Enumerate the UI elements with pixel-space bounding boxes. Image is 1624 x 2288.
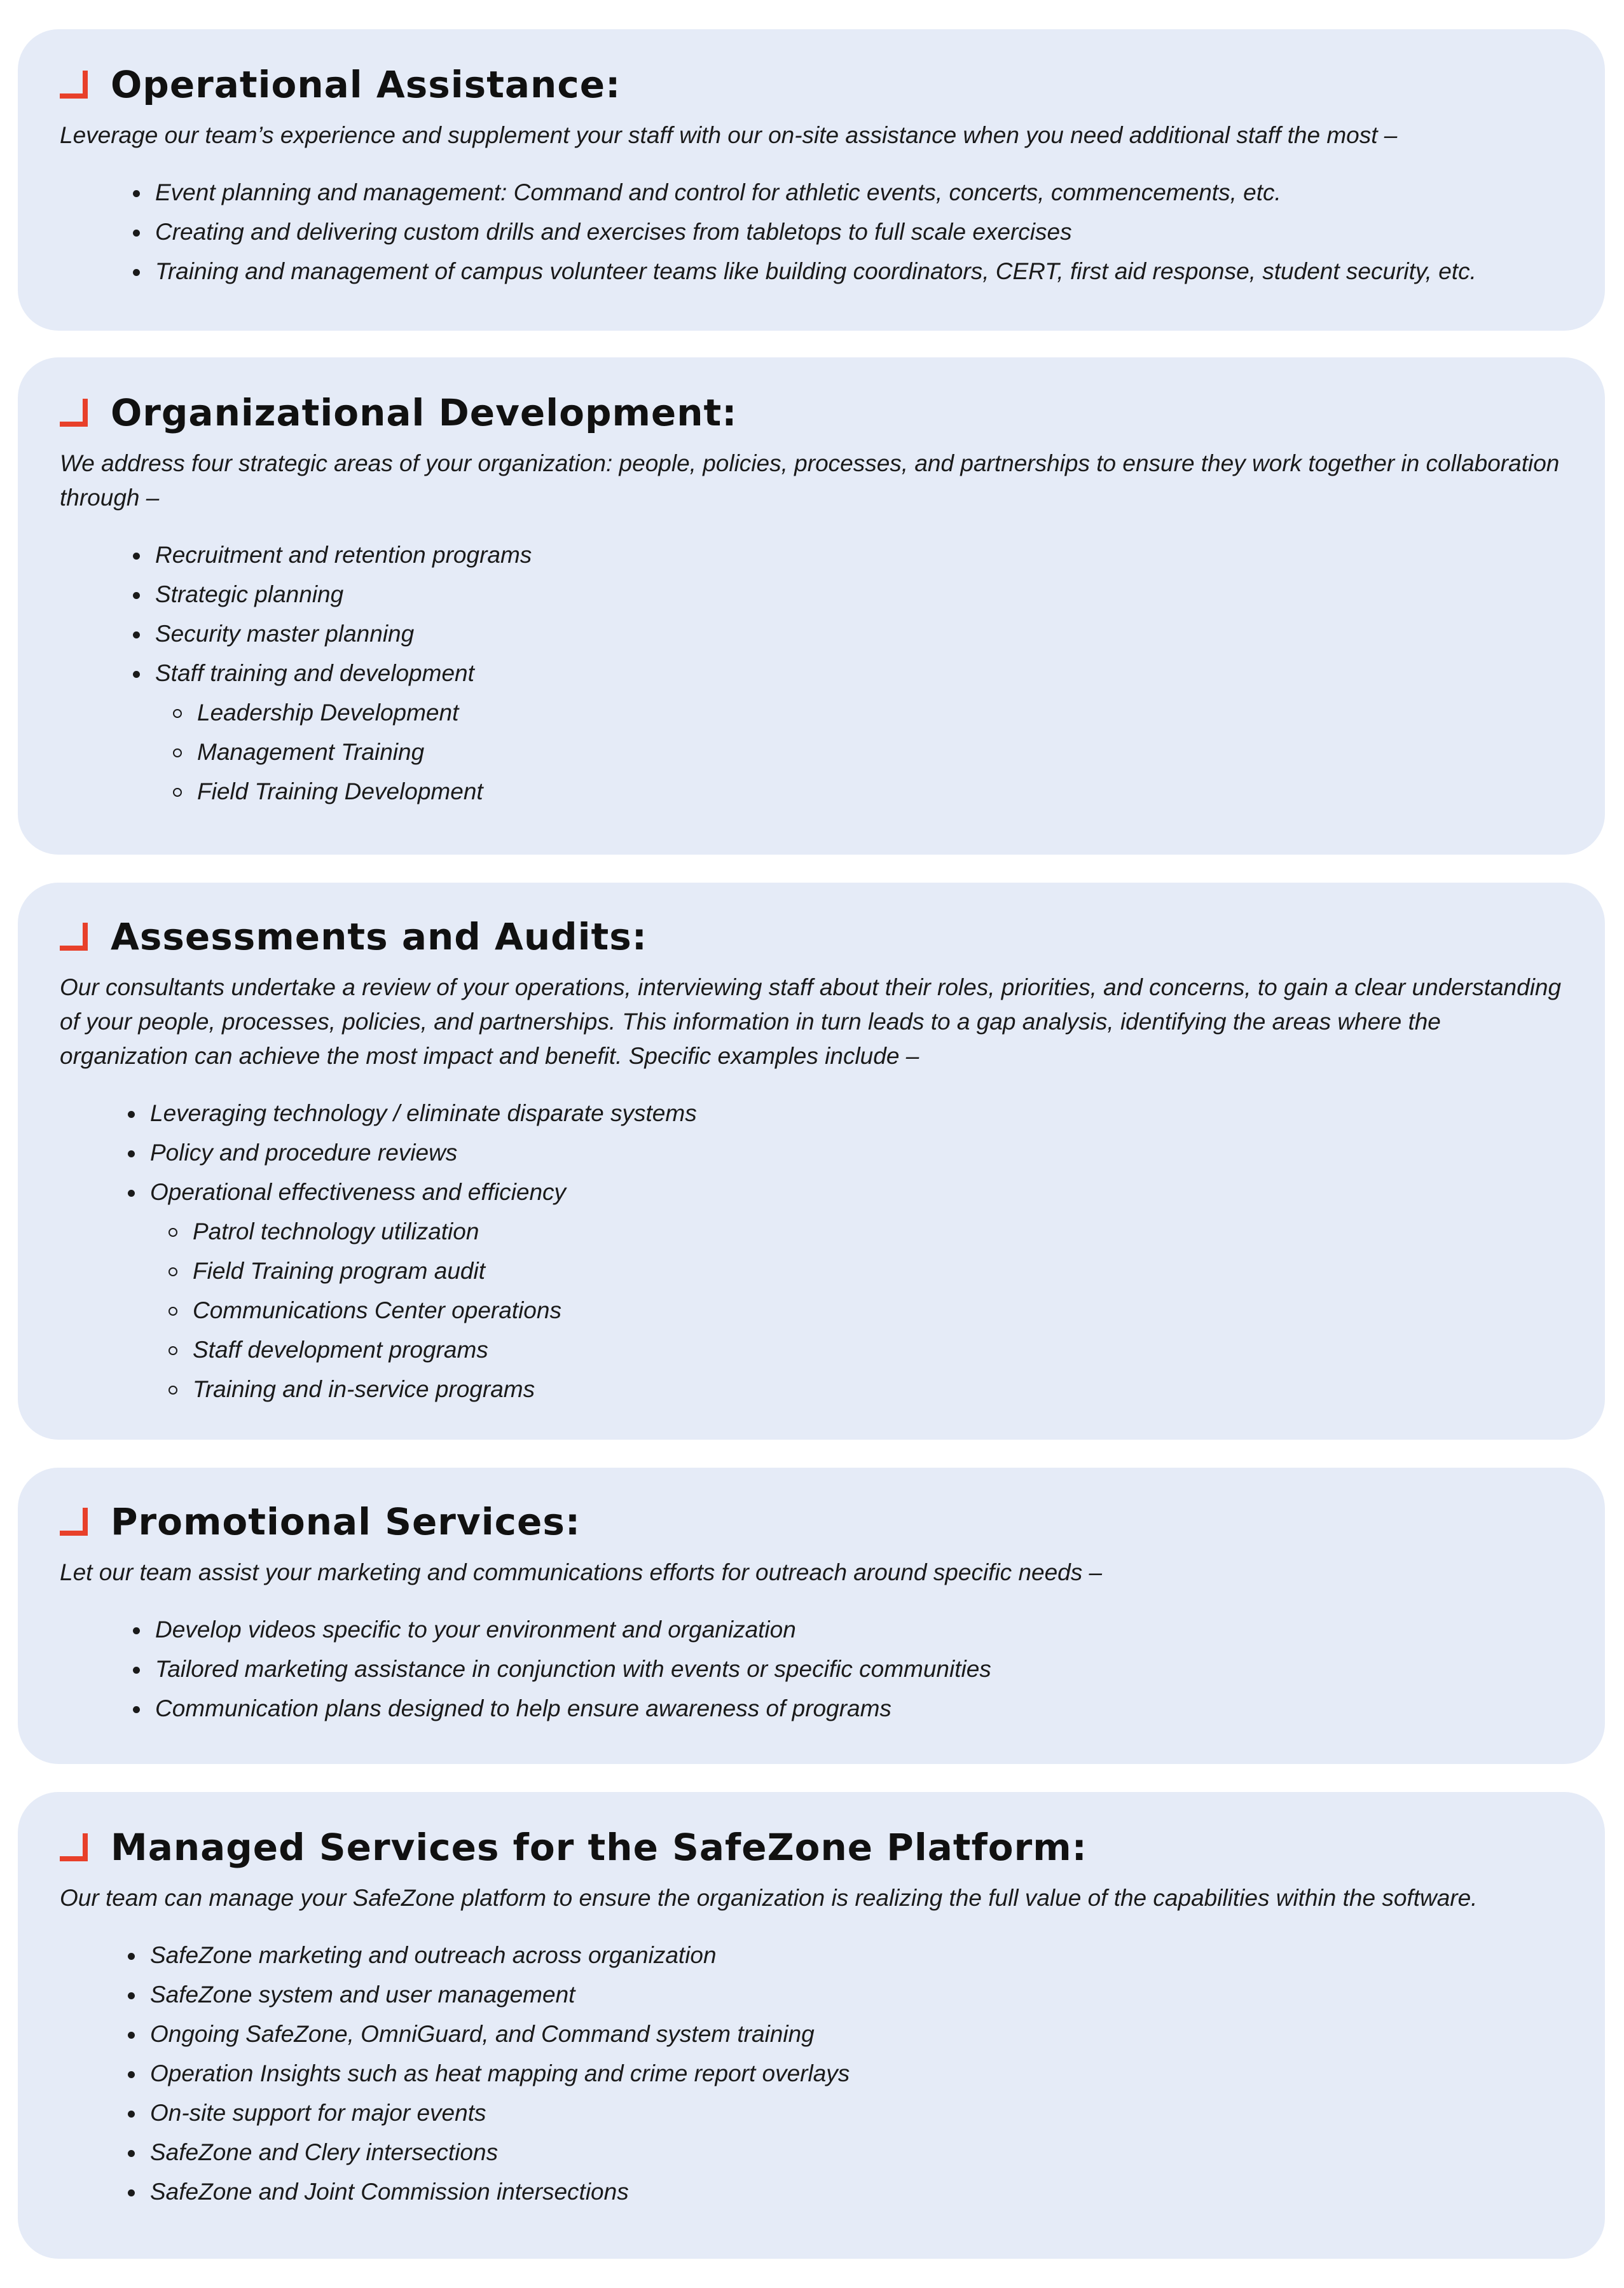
bullet-list bbox=[60, 1610, 1563, 1728]
corner-accent-icon bbox=[60, 1508, 88, 1536]
sub-list-item: Field Training Development bbox=[60, 772, 1563, 811]
bullet-list bbox=[60, 535, 1563, 811]
section-title: Operational Assistance: bbox=[111, 63, 621, 106]
section-title: Organizational Development: bbox=[111, 391, 738, 434]
section-title: Assessments and Audits: bbox=[111, 915, 647, 958]
sub-list-item: Patrol technology utilization bbox=[60, 1212, 1563, 1251]
list-item: Creating and delivering custom drills and exercises from tabletops to full scale exercises bbox=[60, 212, 1563, 252]
list-item: Event planning and management: Command and control for athletic events, concerts, commencements, etc. bbox=[60, 173, 1563, 212]
list-item: Security master planning bbox=[60, 614, 1563, 654]
section-title: Managed Services for the SafeZone Platform: bbox=[111, 1826, 1087, 1869]
list-item: SafeZone and Joint Commission intersections bbox=[60, 2172, 1563, 2212]
list-item: Staff training and development bbox=[60, 654, 1563, 693]
section-assessments-and-audits bbox=[18, 883, 1605, 1440]
sub-list-item: Staff development programs bbox=[60, 1330, 1563, 1370]
list-item: Strategic planning bbox=[60, 575, 1563, 614]
list-item: Ongoing SafeZone, OmniGuard, and Command system training bbox=[60, 2015, 1563, 2054]
sub-list-item: Leadership Development bbox=[60, 693, 1563, 733]
section-header bbox=[60, 908, 1563, 965]
bullet-list bbox=[60, 1936, 1563, 2212]
section-organizational-development bbox=[18, 357, 1605, 855]
section-promotional-services bbox=[18, 1468, 1605, 1764]
list-item: Tailored marketing assistance in conjunction with events or specific communities bbox=[60, 1650, 1563, 1689]
section-header bbox=[60, 1493, 1563, 1550]
bullet-list bbox=[60, 173, 1563, 291]
list-item: SafeZone marketing and outreach across organization bbox=[60, 1936, 1563, 1975]
section-intro: Let our team assist your marketing and communications efforts for outreach around specific needs – bbox=[60, 1559, 1103, 1585]
section-intro: Our consultants undertake a review of your operations, interviewing staff about their roles, priorities, and concerns, to gain a clear understanding of your people, processes, policies, and partnerships. This information in turn leads to a gap analysis, identifying the areas where the organization can achieve the most impact and benefit. Specific examples include – bbox=[60, 974, 1562, 1069]
list-item: Develop videos specific to your environment and organization bbox=[60, 1610, 1563, 1650]
list-item: Communication plans designed to help ensure awareness of programs bbox=[60, 1689, 1563, 1728]
list-item: Recruitment and retention programs bbox=[60, 535, 1563, 575]
corner-accent-icon bbox=[60, 1833, 88, 1861]
section-intro: We address four strategic areas of your organization: people, policies, processes, and partnerships to ensure they work together in collaboration through – bbox=[60, 450, 1560, 511]
list-item: Training and management of campus volunteer teams like building coordinators, CERT, first aid response, student security, etc. bbox=[60, 252, 1563, 291]
sub-list-item: Training and in-service programs bbox=[60, 1370, 1563, 1409]
list-item: SafeZone system and user management bbox=[60, 1975, 1563, 2015]
corner-accent-icon bbox=[60, 71, 88, 99]
section-operational-assistance bbox=[18, 29, 1605, 331]
list-item: Leveraging technology / eliminate disparate systems bbox=[60, 1094, 1563, 1133]
list-item: Policy and procedure reviews bbox=[60, 1133, 1563, 1173]
list-item: SafeZone and Clery intersections bbox=[60, 2133, 1563, 2172]
list-item: Operational effectiveness and efficiency bbox=[60, 1173, 1563, 1212]
section-intro: Our team can manage your SafeZone platform to ensure the organization is realizing the full value of the capabilities within the software. bbox=[60, 1885, 1478, 1911]
list-item: On-site support for major events bbox=[60, 2093, 1563, 2133]
section-header bbox=[60, 1819, 1563, 1876]
section-header bbox=[60, 56, 1563, 113]
sub-list-item: Field Training program audit bbox=[60, 1251, 1563, 1291]
corner-accent-icon bbox=[60, 399, 88, 427]
section-intro: Leverage our team’s experience and supplement your staff with our on-site assistance when you need additional staff the most – bbox=[60, 122, 1398, 148]
sub-list-item: Management Training bbox=[60, 733, 1563, 772]
sub-list-item: Communications Center operations bbox=[60, 1291, 1563, 1330]
list-item: Operation Insights such as heat mapping and crime report overlays bbox=[60, 2054, 1563, 2093]
section-header bbox=[60, 384, 1563, 441]
corner-accent-icon bbox=[60, 923, 88, 951]
bullet-list bbox=[60, 1094, 1563, 1409]
section-managed-services bbox=[18, 1792, 1605, 2259]
section-title: Promotional Services: bbox=[111, 1500, 581, 1543]
